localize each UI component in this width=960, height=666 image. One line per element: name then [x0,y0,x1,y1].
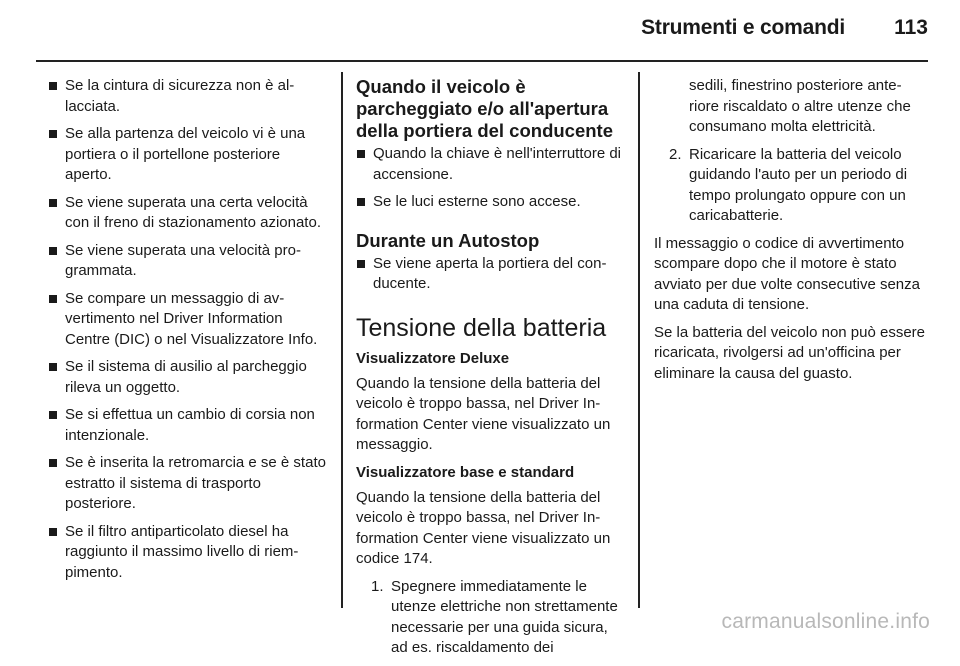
header-title: Strumenti e comandi [641,16,845,39]
bullet-square-icon [49,295,57,303]
column-3 [654,76,926,391]
parked-conditions-list [356,144,626,213]
list-item: Se si effettua un cambio di corsia non intenzionale. [48,405,330,446]
bullet-square-icon [357,198,365,206]
step-number: 2. [669,145,682,163]
list-item: 1. Spegnere immediatamente le utenze elettriche non strettamente necessarie per una guida sicura, ad es. riscaldamento dei [371,577,618,656]
bullet-square-icon [49,459,57,467]
warning-conditions-list [48,76,330,583]
bullet-square-icon [49,363,57,371]
list-item: Se le luci esterne sono accese. [356,192,626,213]
step-continuation: sedili, finestrino posteriore anteriore riscaldato o altre utenze che consumano molta elettricità. [689,77,911,135]
list-item: Se viene superata una velocità programmata. [48,241,330,282]
paragraph-warning-clears: Il messaggio o codice di avvertimento scompare dopo che il motore è stato avviato per due volte consecutive senza una caduta di tensione. [654,234,920,313]
bullet-square-icon [49,411,57,419]
column-divider-1 [341,72,343,608]
paragraph-deluxe: Quando la tensione della batteria del veicolo è troppo bassa, nel Driver Information Center viene visualizzato un messaggio. [356,374,611,453]
list-item: Se compare un messaggio di avvertimento nel Driver Information Centre (DIC) o nel Visualizzatore Info. [48,289,330,351]
list-item: Se il filtro antiparticolato diesel ha raggiunto il massimo livello di riempimento. [48,522,330,584]
list-item: Se viene superata una certa velocità con il freno di stazionamento azionato. [48,193,330,234]
list-item: Se è inserita la retromarcia e se è stato estratto il sistema di trasporto posteriore. [48,453,330,515]
column-1 [48,76,330,590]
bullet-square-icon [49,82,57,90]
column-2 [356,76,626,666]
bullet-square-icon [49,130,57,138]
header-divider [36,60,928,62]
section-title: Tensione della batteria [356,313,607,342]
bullet-square-icon [357,150,365,158]
subheading-base-standard: Visualizzatore base e standard [356,463,575,481]
paragraph-base-standard: Quando la tensione della batteria del veicolo è troppo bassa, nel Driver Information Center viene visualizzato un codice 174. [356,488,611,567]
bullet-square-icon [49,247,57,255]
page-number: 113 [894,16,928,39]
bullet-square-icon [49,528,57,536]
list-item: Se il sistema di ausilio al parcheggio rileva un oggetto. [48,357,330,398]
parked-heading: Quando il veicolo è parcheggiato e/o all'apertura della portiera del conducente [356,76,614,141]
autostop-heading: Durante un Autostop [356,229,540,251]
list-item: Se viene aperta la portiera del conducente. [356,254,626,295]
steps-list [356,577,626,659]
watermark: carmanualsonline.info [721,610,930,633]
steps-list-continued [654,145,926,227]
subheading-deluxe: Visualizzatore Deluxe [356,349,510,367]
spacer [356,220,626,230]
list-item: Quando la chiave è nell'interruttore di accensione. [356,144,626,185]
autostop-conditions-list [356,254,626,295]
paragraph-workshop: Se la batteria del veicolo non può essere ricaricata, rivolgersi ad un'officina per eliminare la causa del guasto. [654,323,926,382]
bullet-square-icon [357,260,365,268]
list-item: Se la cintura di sicurezza non è allacciata. [48,76,330,117]
list-item: 2. Ricaricare la batteria del veicolo guidando l'auto per un periodo di tempo prolungato oppure con un caricabatterie. [669,145,908,224]
step-number: 1. [371,577,384,595]
bullet-square-icon [49,199,57,207]
list-item: Se alla partenza del veicolo vi è una portiera o il portellone posteriore aperto. [48,124,330,186]
column-divider-2 [638,72,640,608]
